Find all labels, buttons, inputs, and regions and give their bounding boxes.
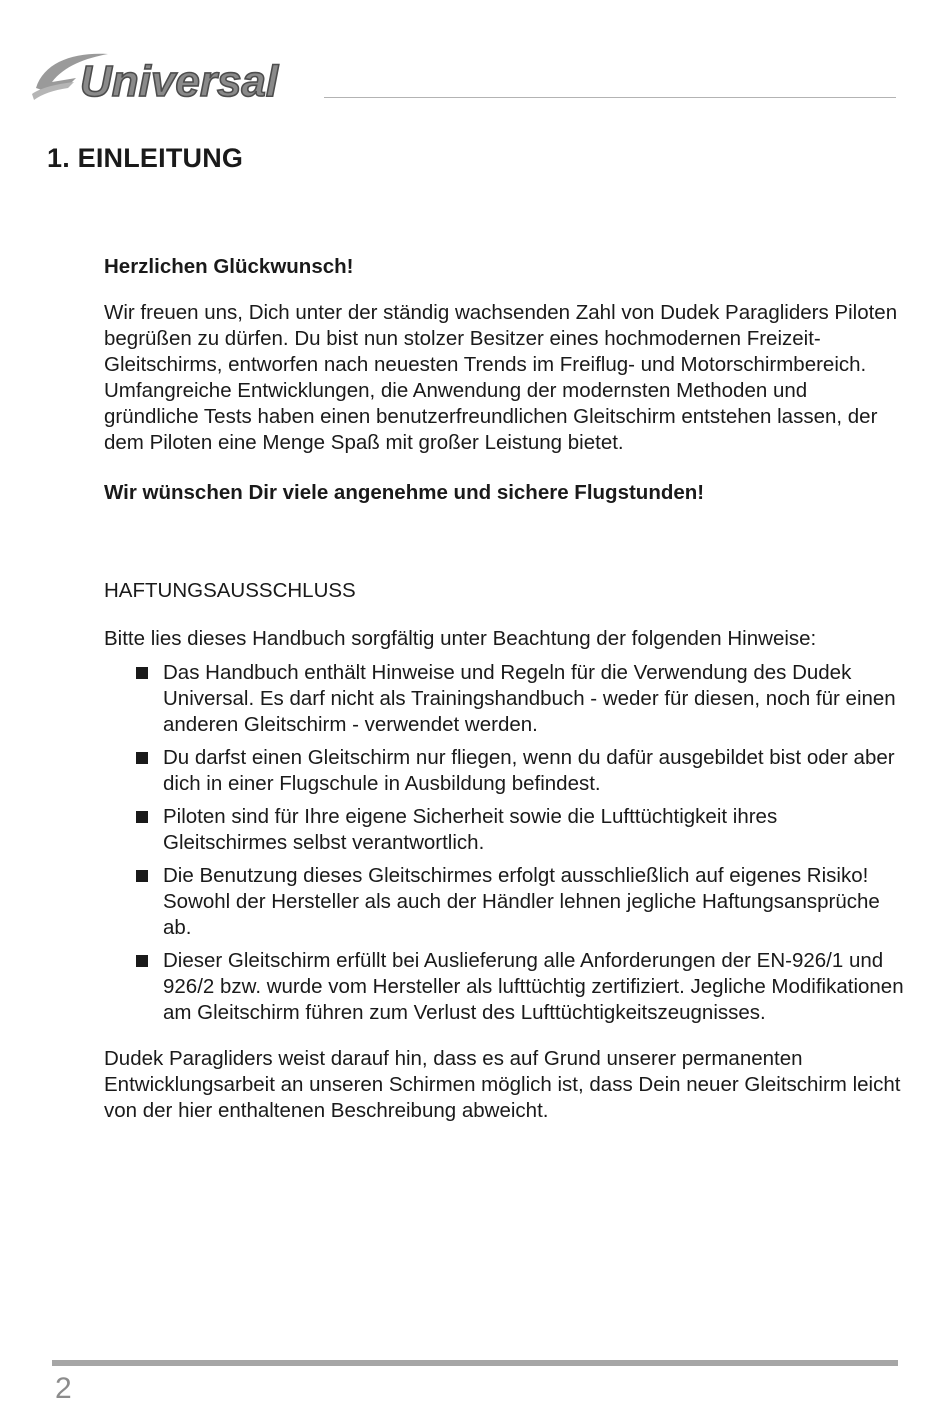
square-bullet-icon bbox=[136, 955, 148, 967]
square-bullet-icon bbox=[136, 811, 148, 823]
universal-logo bbox=[30, 48, 322, 106]
list-item-text: Dieser Gleitschirm erfüllt bei Auslieferung alle Anforderungen der EN-926/1 und 926/2 bzw. wurde vom Hersteller als lufttüchtig zertifiziert. Jegliche Modifikationen am Gleitschirm führen zum Verlust des Lufttüchtigkeitszeugnisses. bbox=[163, 949, 904, 1024]
logo-wordmark: Universal bbox=[80, 57, 279, 106]
disclaimer-heading: HAFTUNGSAUSSCHLUSS bbox=[104, 579, 356, 602]
wish-text: Wir wünschen Dir viele angenehme und sichere Flugstunden! bbox=[104, 481, 705, 504]
list-item bbox=[104, 804, 904, 856]
chapter-title: 1. EINLEITUNG bbox=[47, 143, 244, 173]
disclaimer-lead: Bitte lies dieses Handbuch sorgfältig unter Beachtung der folgenden Hinweise: bbox=[104, 627, 817, 650]
page-header bbox=[0, 0, 950, 120]
header-divider bbox=[324, 97, 896, 98]
greeting: Herzlichen Glückwunsch! bbox=[104, 255, 354, 278]
list-item-text: Piloten sind für Ihre eigene Sicherheit sowie die Lufttüchtigkeit ihres Gleitschirmes selbst verantwortlich. bbox=[163, 805, 778, 854]
list-item-text: Die Benutzung dieses Gleitschirmes erfolgt ausschließlich auf eigenes Risiko! Sowohl der Hersteller als auch der Händler lehnen jegliche Haftungsansprüche ab. bbox=[163, 864, 880, 939]
list-item bbox=[104, 948, 904, 1026]
square-bullet-icon bbox=[136, 752, 148, 764]
list-item bbox=[104, 660, 904, 738]
page-number: 2 bbox=[55, 1372, 72, 1405]
intro-paragraph-2: Umfangreiche Entwicklungen, die Anwendung der modernsten Methoden und gründliche Tests haben einen benutzerfreundlichen Gleitschirm entstehen lassen, der dem Piloten eine Menge Spaß mit großer Leistung bietet. bbox=[104, 379, 878, 454]
square-bullet-icon bbox=[136, 667, 148, 679]
list-item bbox=[104, 863, 904, 941]
list-item bbox=[104, 745, 904, 797]
footer-divider bbox=[52, 1360, 898, 1366]
list-item-text: Das Handbuch enthält Hinweise und Regeln für die Verwendung des Dudek Universal. Es darf nicht als Trainingshandbuch - weder für diesen, noch für einen anderen Gleitschirm - verwendet werden. bbox=[163, 661, 896, 736]
intro-paragraph: Wir freuen uns, Dich unter der ständig wachsenden Zahl von Dudek Paragliders Piloten begrüßen zu dürfen. Du bist nun stolzer Besitzer eines hochmodernen Freizeit-Gleitschirms, entworfen nach neuesten Trends im Freiflug- und Motorschirmbereich. bbox=[104, 301, 898, 376]
square-bullet-icon bbox=[136, 870, 148, 882]
list-item-text: Du darfst einen Gleitschirm nur fliegen, wenn du dafür ausgebildet bist oder aber dich in einer Flugschule in Ausbildung befindest. bbox=[163, 746, 895, 795]
closing-paragraph: Dudek Paragliders weist darauf hin, dass es auf Grund unserer permanenten Entwicklungsarbeit an unseren Schirmen möglich ist, dass Dein neuer Gleitschirm leicht von der hier enthaltenen Beschreibung abweicht. bbox=[104, 1047, 901, 1122]
disclaimer-list bbox=[104, 660, 904, 1026]
page-content bbox=[104, 254, 904, 1124]
